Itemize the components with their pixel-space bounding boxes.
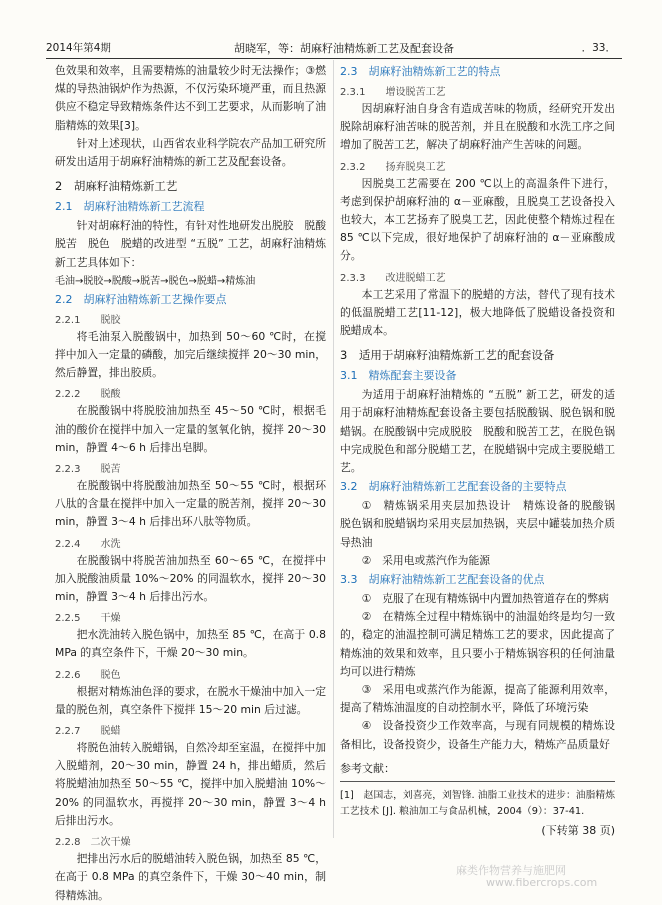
watermark-text: 麻类作物营养与施肥网	[456, 864, 566, 877]
subsubsection-heading: 2.3.3 改进脱蜡工艺	[340, 272, 446, 284]
subsection-heading: 2.3 胡麻籽油精炼新工艺的特点	[340, 65, 501, 78]
paragraph: ① 精炼锅采用夹层加热设计 精炼设备的脱酸锅 脱色锅和脱蜡锅均采用夹层加热锅，夹层中罐装加热介质导热油	[340, 499, 626, 549]
subsubsection-heading: 2.2.2 脱酸	[55, 389, 121, 401]
paragraph: ② 在精炼全过程中精炼锅中的油温始终是均匀一致的，稳定的油温控制可满足精炼工艺的要求，因此提高了精炼油的效果和效率，且只要小于精炼锅容积的任何油量均可以进行精炼	[340, 610, 615, 678]
reference-entry: [1] 赵国志，刘喜亮，刘智锋. 油脂工业技术的进步：油脂精炼工艺技术 [J]. 粮油加工与食品机械，2004（9）：37-41.	[340, 789, 615, 817]
left-column	[55, 62, 337, 905]
references-heading: 参考文献：	[340, 761, 395, 775]
paragraph: 针对上述现状，山西省农业科学院农产品加工研究所研发出适用于胡麻籽油精炼的新工艺及配套设备。	[55, 136, 326, 169]
paragraph: 本工艺采用了常温下的脱蜡的方法，替代了现有技术的低温脱蜡工艺[11-12]，极大地降低了脱蜡设备投资和脱蜡成本。	[340, 287, 615, 338]
watermark-url: www.fibercrops.com	[486, 876, 598, 889]
paragraph: ① 克服了在现有精炼锅中内置加热管道存在的弊病	[361, 592, 609, 606]
subsubsection-heading: 2.2.8 二次干燥	[55, 837, 131, 849]
header-rule	[46, 58, 622, 59]
subsection-heading: 2.1 胡麻籽油精炼新工艺流程	[55, 200, 205, 214]
paragraph: 把水洗油转入脱色锅中，加热至 85 ℃，在高于 0.8 MPa 的真空条件下，干燥 20～30 min。	[55, 628, 326, 660]
issue-label: 2014年第4期	[46, 42, 111, 54]
paragraph: ② 采用电或蒸汽作为能源	[361, 553, 491, 567]
page-number: ．33．	[581, 42, 616, 54]
section-heading: 3 适用于胡麻籽油精炼新工艺的配套设备	[340, 348, 555, 363]
subsubsection-heading: 2.2.4 水洗	[55, 538, 121, 550]
subsubsection-heading: 2.2.1 脱胶	[55, 314, 121, 326]
subsection-heading: 3.1 精炼配套主要设备	[340, 369, 457, 383]
subsubsection-heading: 2.2.7 脱蜡	[55, 726, 121, 738]
paragraph: 针对胡麻籽油的特性，有针对性地研发出脱胶 脱酸 脱苦 脱色 脱蜡的改进型 “五脱” 工艺，胡麻籽油精炼新工艺具体如下：	[55, 219, 337, 269]
paragraph: 在脱酸锅中将脱苦油加热至 60～65 ℃，在搅拌中加入脱酸油质量 10%～20% 的同温软水，搅拌 20～30 min，静置 3～4 h 后排出污水。	[55, 553, 326, 604]
subsubsection-heading: 2.3.1 增设脱苦工艺	[340, 87, 446, 98]
continuation-note: (下转第 38 页)	[541, 823, 615, 837]
subsubsection-heading: 2.3.2 扬弃脱臭工艺	[340, 161, 446, 173]
paragraph: 将毛油泵入脱酸锅中，加热到 50～60 ℃时，在搅拌中加入一定量的磷酸，加完后继续搅拌 20～30 min，然后静置，排出胶质。	[55, 329, 326, 380]
paragraph: ④ 设备投资少工作效率高，与现有同规模的精炼设备相比，设备投资少，设备生产能力大，精炼产品质量好	[340, 719, 615, 751]
paragraph: 在脱酸锅中将脱胶油加热至 45～50 ℃时，根据毛油的酸价在搅拌中加入一定量的氢氧化钠，搅拌 20～30 min，静置 4～6 h 后排出皂脚。	[55, 404, 326, 454]
column-separator	[333, 60, 334, 838]
subsection-heading: 3.3 胡麻籽油精炼新工艺配套设备的优点	[340, 573, 545, 587]
references-rule	[340, 781, 615, 782]
paragraph: 为适用于胡麻籽油精炼的 “五脱” 新工艺，研发的适用于胡麻籽油精炼配套设备主要包括脱酸锅、脱色锅和脱蜡锅。在脱酸锅中完成脱胶 脱酸和脱苦工艺，在脱色锅中完成脱色和部分脱蜡工艺，在脱蜡锅中完成主要脱蜡工艺。	[340, 388, 615, 475]
paragraph: 将脱色油转入脱蜡锅，自然冷却至室温，在搅拌中加入脱蜡剂，20～30 min，静置 24 h，排出蜡质，然后将脱蜡油加热至 50～55 ℃，搅拌中加入脱蜡油 10%～20% 的同温软水，再搅拌 20～30 min，静置 3～4 h 后排出污水。	[55, 741, 326, 827]
running-title: 胡晓军，等：胡麻籽油精炼新工艺及配套设备	[234, 42, 454, 55]
process-flow: 毛油→脱胶→脱酸→脱苦→脱色→脱蜡→精炼油	[55, 275, 256, 287]
paragraph: 色效果和效率，且需要精炼的油量较少时无法操作；③燃煤的导热油锅炉作为热源，不仅污染环境严重，而且热源供应不稳定导致精炼条件达不到工艺要求，从而影响了油脂精炼的效果[3]。	[55, 64, 326, 132]
paragraph: 把排出污水后的脱蜡油转入脱色锅，加热至 85 ℃，在高于 0.8 MPa 的真空条件下，干燥 30～40 min，制得精炼油。	[55, 852, 326, 902]
paragraph: ③ 采用电或蒸汽作为能源，提高了能源利用效率，提高了精炼油温度的自动控制水平，降低了环境污染	[340, 683, 615, 715]
subsection-heading: 2.2 胡麻籽油精炼新工艺操作要点	[55, 292, 227, 306]
paragraph: 根据对精炼油色泽的要求，在脱水干燥油中加入一定量的脱色剂，真空条件下搅拌 15～20 min 后过滤。	[55, 684, 326, 716]
subsubsection-heading: 2.2.3 脱苦	[55, 464, 121, 476]
right-column	[340, 62, 626, 838]
subsubsection-heading: 2.2.6 脱色	[55, 669, 121, 681]
paragraph: 因脱臭工艺需要在 200 ℃以上的高温条件下进行，考虑到保护胡麻籽油的 α－亚麻酸，且脱臭工艺设备投入也较大，本工艺扬弃了脱臭工艺，因此使整个精炼过程在 85 ℃以下完成，很好地保护了胡麻籽油的 α－亚麻酸成分。	[340, 176, 615, 263]
paragraph: 在脱酸锅中将脱酸油加热至 50～55 ℃时，根据环八肽的含量在搅拌中加入一定量的脱苦剂，搅拌 20～30 min，静置 3～4 h 后排出环八肽等物质。	[55, 479, 326, 529]
running-header	[46, 40, 620, 58]
subsubsection-heading: 2.2.5 干燥	[55, 613, 121, 625]
paragraph: 因胡麻籽油自身含有造成苦味的物质，经研究开发出脱除胡麻籽油苦味的脱苦剂，并且在脱酸和水洗工序之间增加了脱苦工艺，解决了胡麻籽油产生苦味的问题。	[340, 102, 615, 152]
section-heading: 2 胡麻籽油精炼新工艺	[55, 179, 178, 194]
subsection-heading: 3.2 胡麻籽油精炼新工艺配套设备的主要特点	[340, 480, 567, 494]
